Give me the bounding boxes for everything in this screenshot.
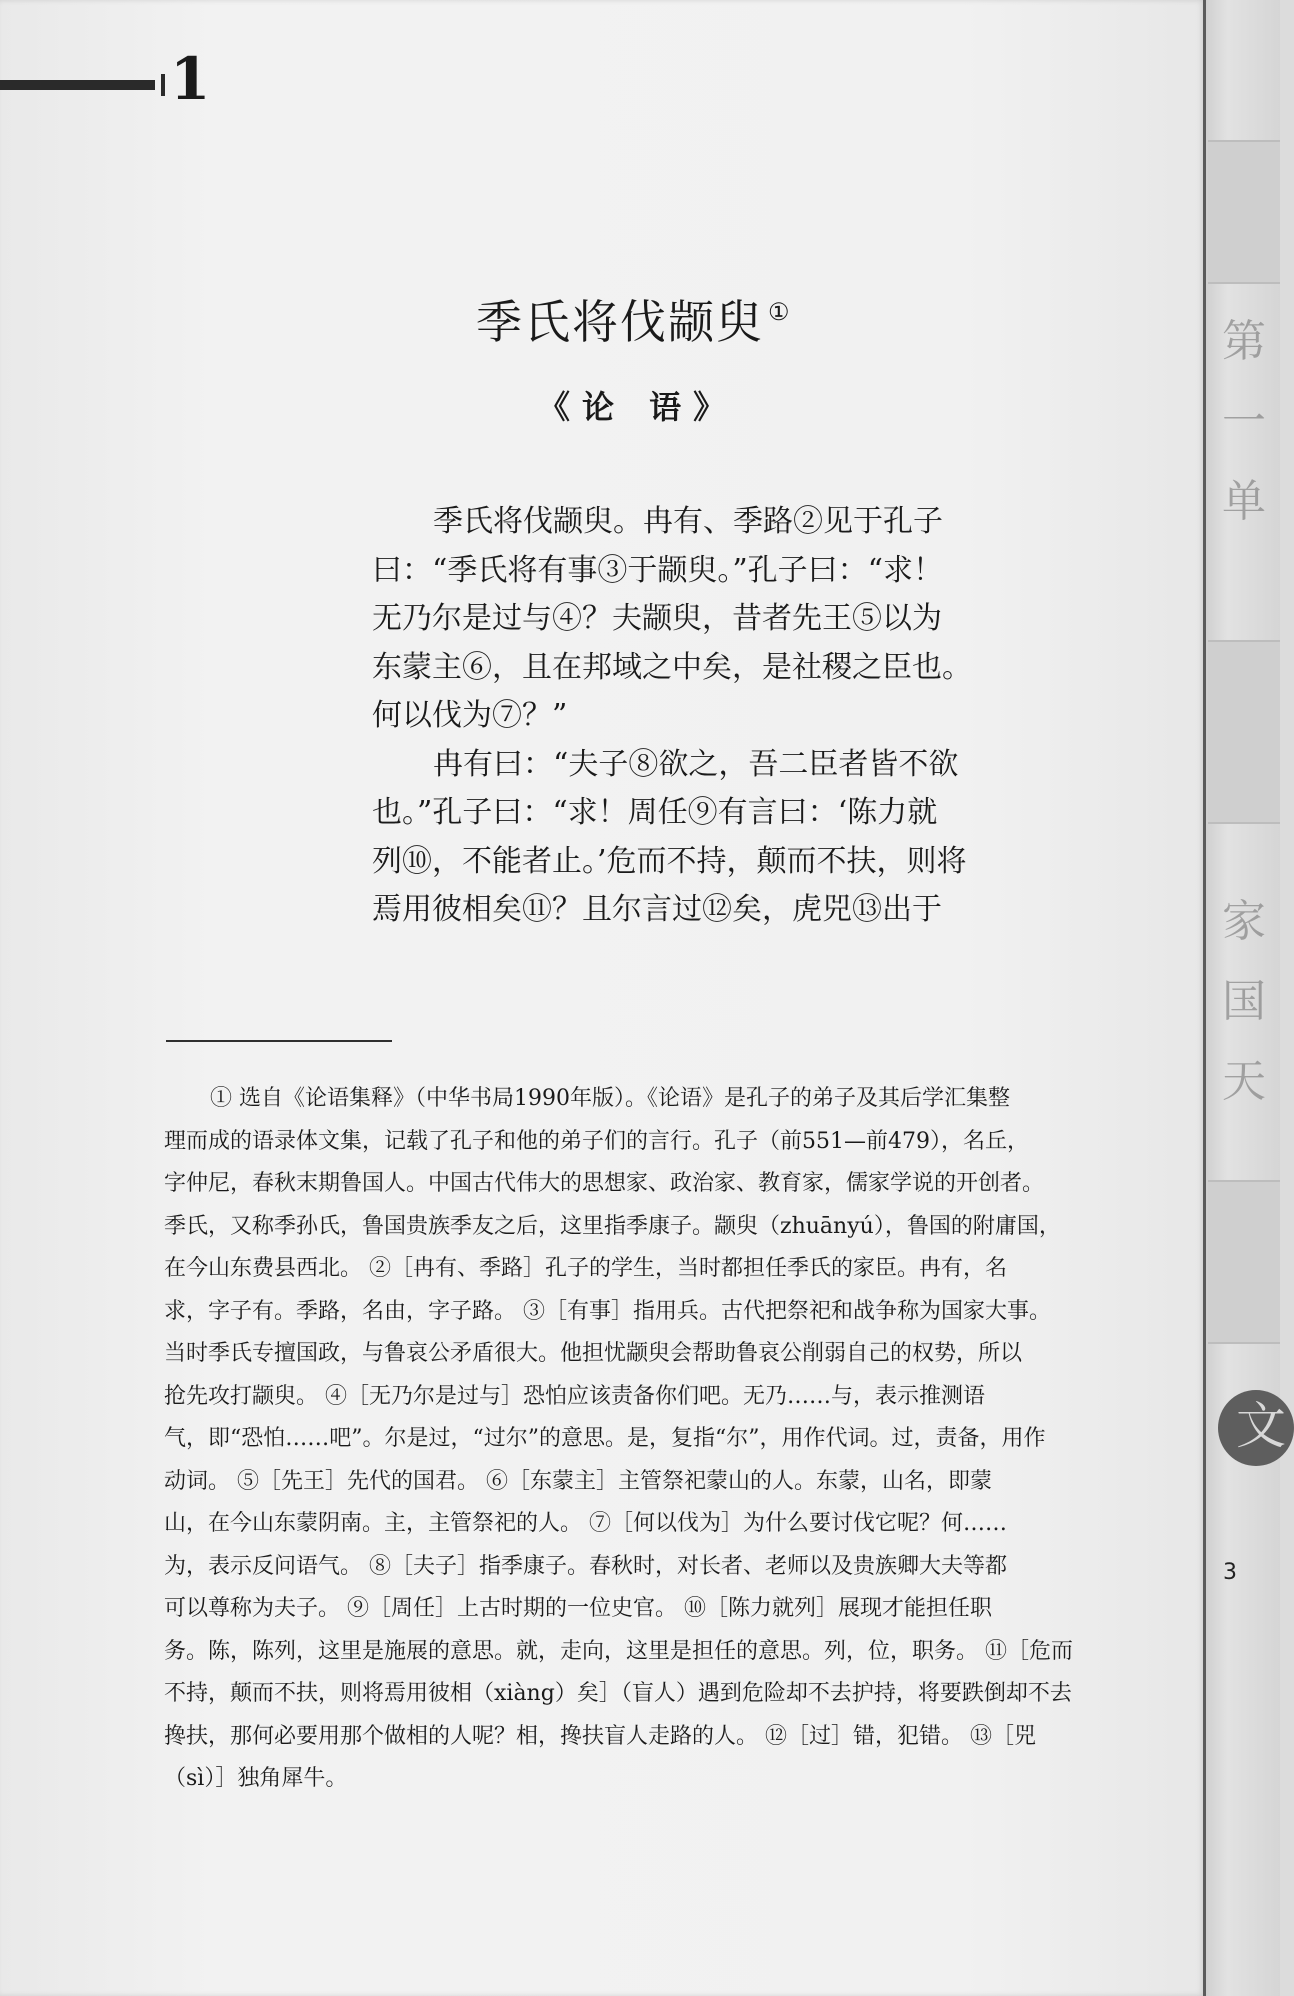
footnote-line: 在今山东费县西北。 ②［冉有、季路］孔子的学生，当时都担任季氏的家臣。冉有，名 bbox=[164, 1256, 1007, 1281]
footnote-line: 抢先攻打颛臾。 ④［无乃尔是过与］恐怕应该责备你们吧。无乃……与，表示推测语 bbox=[164, 1383, 985, 1409]
body-line: 季氏将伐颛臾。冉有、季路②见于孔子 bbox=[433, 504, 943, 539]
chapter-number: 1 bbox=[170, 45, 211, 113]
article-source: 《论 语》 bbox=[538, 388, 738, 426]
margin-glyph: 单 bbox=[1222, 476, 1266, 527]
footnote-line: 气，即“恐怕……吧”。尔是过，“过尔”的意思。是，复指“尔”，用作代词。过，责备，用作 bbox=[164, 1426, 1046, 1451]
footnote-line: 不持，颠而不扶，则将焉用彼相（xiàng）矣］（盲人）遇到危险却不去护持，将要跌倒却不去 bbox=[164, 1681, 1072, 1706]
footnote-line: 搀扶，那何必要用那个做相的人呢？相，搀扶盲人走路的人。 ⑫［过］错，犯错。 ⑬［兕 bbox=[164, 1723, 1036, 1749]
page-number: 3 bbox=[1223, 1560, 1237, 1585]
margin-glyph: 第 bbox=[1222, 316, 1266, 367]
footnote-line: （sì）］独角犀牛。 bbox=[164, 1766, 348, 1791]
body-line: 东蒙主⑥，且在邦域之中矣，是社稷之臣也。 bbox=[372, 649, 972, 685]
footnote-line: 山，在今山东蒙阴南。主，主管祭祀的人。 ⑦［何以伐为］为什么要讨伐它呢？何…… bbox=[164, 1511, 1007, 1536]
body-line: 何以伐为⑦？” bbox=[372, 698, 568, 733]
margin-glyph: 家 bbox=[1222, 896, 1266, 947]
margin-seal-mark: 文 bbox=[1236, 1397, 1286, 1455]
margin-glyph: 一 bbox=[1222, 396, 1266, 447]
page-edge-divider bbox=[1203, 0, 1206, 1996]
chapter-rule-tick bbox=[161, 74, 165, 96]
body-line: 冉有曰：“夫子⑧欲之，吾二臣者皆不欲 bbox=[433, 746, 959, 782]
body-line: 曰：“季氏将有事③于颛臾。”孔子曰：“求！ bbox=[372, 552, 944, 588]
footnote-line: 季氏，又称季孙氏，鲁国贵族季友之后，这里指季康子。颛臾（zhuānyú），鲁国的附庸国， bbox=[164, 1213, 1061, 1239]
footnote-separator bbox=[166, 1040, 392, 1042]
margin-ornament-bottom bbox=[1208, 1180, 1280, 1344]
body-line: 也。”孔子曰：“求！周任⑨有言曰：‘陈力就 bbox=[372, 795, 938, 830]
margin-glyph: 国 bbox=[1222, 976, 1266, 1027]
footnote-line: 求，字子有。季路，名由，字子路。 ③［有事］指用兵。古代把祭祀和战争称为国家大事。 bbox=[164, 1298, 1051, 1324]
footnote-line: 为，表示反问语气。 ⑧［夫子］指季康子。春秋时，对长者、老师以及贵族卿大夫等都 bbox=[164, 1553, 1007, 1579]
footnote-line: 字仲尼，春秋末期鲁国人。中国古代伟大的思想家、政治家、教育家，儒家学说的开创者。 bbox=[164, 1171, 1045, 1196]
title-footnote-marker: ① bbox=[768, 298, 792, 326]
footnote-line: 务。陈，陈列，这里是施展的意思。就，走向，这里是担任的意思。列，位，职务。 ⑪［危而 bbox=[164, 1638, 1073, 1664]
footnote-line: 可以尊称为夫子。 ⑨［周任］上古时期的一位史官。 ⑩［陈力就列］展现才能担任职 bbox=[164, 1596, 992, 1621]
margin-ornament-top bbox=[1208, 140, 1280, 284]
article-title-text: 季氏将伐颛臾 bbox=[476, 295, 764, 349]
footnote-line: ① 选自《论语集释》（中华书局1990年版）。《论语》是孔子的弟子及其后学汇集整 bbox=[210, 1086, 1010, 1111]
body-line: 焉用彼相矣⑪？且尔言过⑫矣，虎兕⑬出于 bbox=[372, 892, 942, 927]
body-line: 无乃尔是过与④？夫颛臾，昔者先王⑤以为 bbox=[372, 601, 942, 636]
footnotes bbox=[164, 1078, 1084, 1801]
footnote-line: 理而成的语录体文集，记载了孔子和他的弟子们的言行。孔子（前551—前479），名丘， bbox=[164, 1128, 1029, 1154]
article-title bbox=[476, 282, 792, 352]
margin-glyph: 天 bbox=[1222, 1056, 1266, 1107]
article-body bbox=[372, 498, 972, 935]
chapter-rule bbox=[0, 80, 155, 90]
body-line: 列⑩，不能者止。’危而不持，颠而不扶，则将 bbox=[372, 843, 967, 879]
footnote-line: 当时季氏专擅国政，与鲁哀公矛盾很大。他担忧颛臾会帮助鲁哀公削弱自己的权势，所以 bbox=[164, 1341, 1023, 1366]
margin-ornament-middle bbox=[1208, 640, 1280, 824]
footnote-line: 动词。 ⑤［先王］先代的国君。 ⑥［东蒙主］主管祭祀蒙山的人。东蒙，山名，即蒙 bbox=[164, 1468, 992, 1494]
